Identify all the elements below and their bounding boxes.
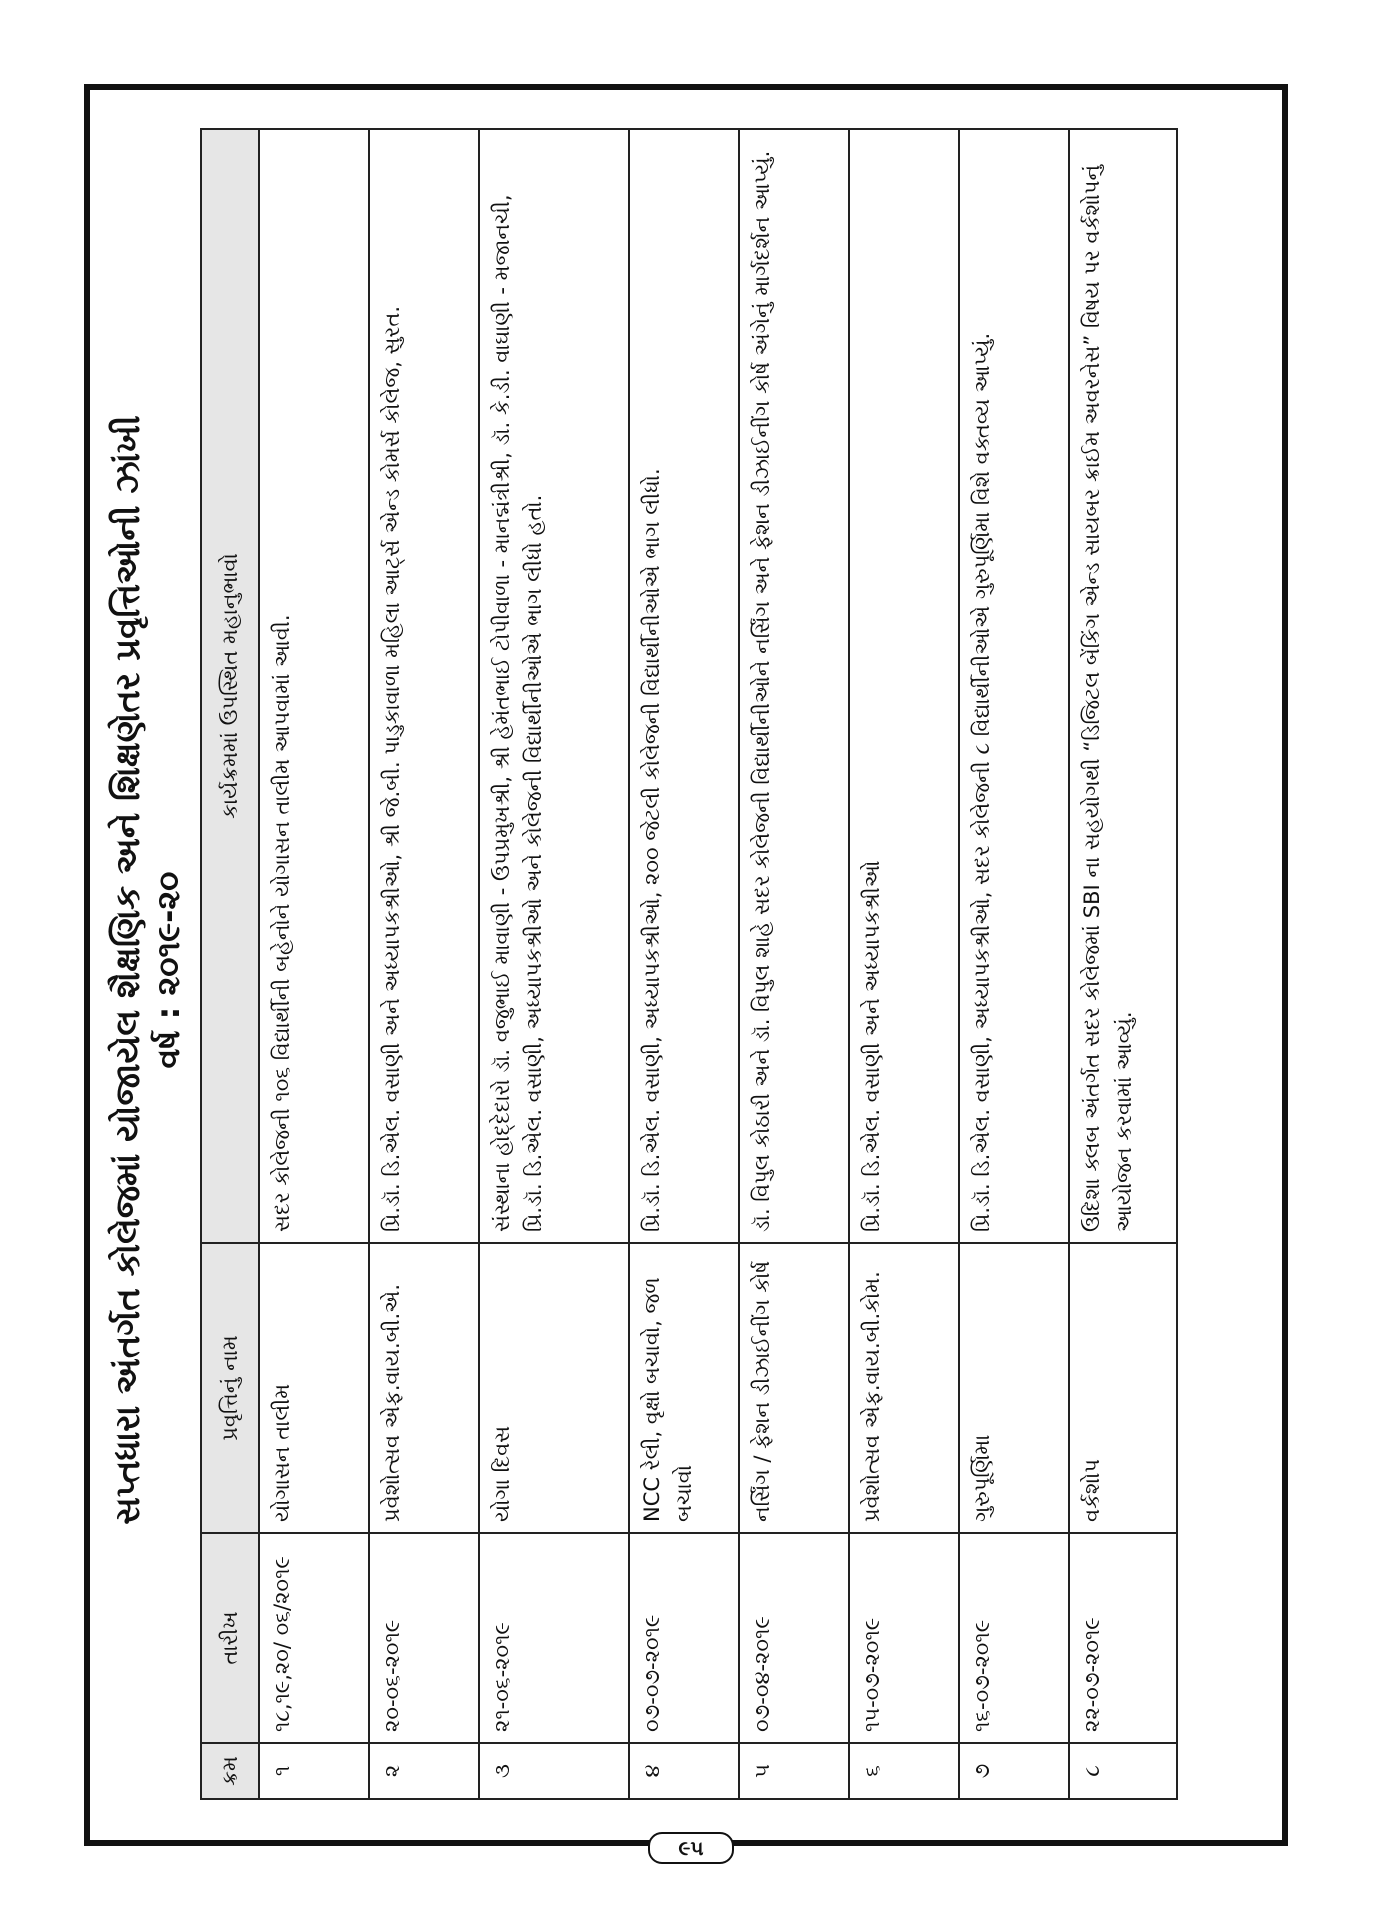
table-row [849,129,959,1799]
row-activity: પ્રવેશોત્સવ એફ.વાય.બી.કોમ. [849,1243,959,1533]
row-serial: ૨ [369,1743,479,1799]
row-date: ૨૨-૦૭-૨૦૧૯ [1069,1533,1177,1743]
table-row [739,129,849,1799]
page-number: ૯૫ [648,1832,734,1864]
row-activity: વર્કશોપ [1069,1243,1177,1533]
row-date: ૦૭-૦૭-૨૦૧૯ [629,1533,739,1743]
row-serial: ૭ [959,1743,1069,1799]
table-row [369,129,479,1799]
row-activity: NCC રેલી, વૃક્ષો બચાવો, જળ બચાવો [629,1243,739,1533]
header-date: તારીખ [201,1533,259,1743]
row-serial: ૩ [479,1743,629,1799]
table-header-row [201,129,259,1799]
header-serial: ક્રમ [201,1743,259,1799]
row-date: ૧૮,૧૯,૨૦/ ૦૬/૨૦૧૯ [259,1533,369,1743]
row-serial: ૫ [739,1743,849,1799]
row-activity: યોગાસન તાલીમ [259,1243,369,1533]
row-guests: સદર કોલેજની ૧૦૬ વિદ્યાર્થીની બહેનોને યોગાસન તાલીમ આપવામાં આવી. [259,129,369,1243]
row-date: ૨૧-૦૬-૨૦૧૯ [479,1533,629,1743]
row-date: ૨૦-૦૬-૨૦૧૯ [369,1533,479,1743]
row-guests: પ્રિ.ડૉ. ડિ.એલ. વસાણી અને અધ્યાપકશ્રીઓ [849,129,959,1243]
activities-table [200,128,1178,1800]
row-guests: પ્રિ.ડૉ. ડિ.એલ. વસાણી, અધ્યાપકશ્રીઓ, ૨૦૦ જેટલી કોલેજની વિદ્યાર્થીનીઓએ ભાગ લીધો. [629,129,739,1243]
row-guests: પ્રિ.ડૉ. ડિ.એલ. વસાણી, અધ્યાપકશ્રીઓ, સદર કોલેજની ૮ વિદ્યાર્થીનીઓએ ગુરુપૂર્ણિમા વિશે વક્તવ્ય આપ્યું. [959,129,1069,1243]
table-row [259,129,369,1799]
row-guests: પ્રિ.ડૉ. ડિ.એલ. વસાણી અને અધ્યાપકશ્રીઓ, શ્રી જે.બી. પાડુકાવાળા મહિલા આર્ટ્સ એન્ડ કોમર્સ કોલેજ, સુરત. [369,129,479,1243]
row-serial: ૪ [629,1743,739,1799]
table-row [629,129,739,1799]
row-guests: ઉદિશા ક્લબ અંતર્ગત સદર કોલેજમાં SBI ના સહયોગથી “ડિજિટલ બેંકિંગ એન્ડ સાયબર ક્રાઈમ અવરનેસ” વિષય પર વર્કશોપનું આયોજન કરવામાં આવ્યું. [1069,129,1177,1243]
row-serial: ૮ [1069,1743,1177,1799]
rotated-content [98,130,1278,1810]
row-date: ૧૫-૦૭-૨૦૧૯ [849,1533,959,1743]
row-activity: યોગા દિવસ [479,1243,629,1533]
row-activity: પ્રવેશોત્સવ એફ.વાય.બી.એ. [369,1243,479,1533]
header-guests: કાર્યક્રમમાં ઉપસ્થિત મહાનુભાવો [201,129,259,1243]
year-subtitle: વર્ષ : ૨૦૧૯-૨૦ [149,871,187,1069]
table-row [1069,129,1177,1799]
row-serial: ૧ [259,1743,369,1799]
row-activity: ગુરુપૂર્ણિમા [959,1243,1069,1533]
page-title: સપ્તધારા અંતર્ગત કોલેજમાં યોજાયેલ શૈક્ષણિક અને શિક્ષણેતર પ્રવૃત્તિઓની ઝાંખી [108,415,148,1525]
table-row [959,129,1069,1799]
row-guests: ડૉ. વિપુલ કોઠારી અને ડૉ. વિપુલ શાહે સદર કોલેજની વિદ્યાર્થીનીઓને નર્સિંગ અને ફેશન ડીઝાઈનીંગ કોર્ષ અંગેનું માર્ગદર્શન આપ્યું. [739,129,849,1243]
row-date: ૦૭-૦૪-૨૦૧૯ [739,1533,849,1743]
header-activity: પ્રવૃત્તિનું નામ [201,1243,259,1533]
table-row [479,129,629,1799]
row-date: ૧૬-૦૭-૨૦૧૯ [959,1533,1069,1743]
row-activity: નર્સિંગ / ફેશન ડીઝાઈનીંગ કોર્ષ [739,1243,849,1533]
row-guests: સંસ્થાના હોદ્દેદારો ડૉ. વજુભાઈ માવાણી - ઉપપ્રમુખશ્રી, શ્રી હેમંતભાઈ ટોપીવાળા - માનદ્મંત્રીશ્રી, ડૉ. કે.ડી. વાઘાણી - મજાનચી, પ્રિ.ડૉ. ડિ.એલ. વસાણી, અધ્યાપકશ્રીઓ અને કોલેજની વિદ્યાર્થીનીઓએ ભાગ લીધો હતો. [479,129,629,1243]
row-serial: ૬ [849,1743,959,1799]
